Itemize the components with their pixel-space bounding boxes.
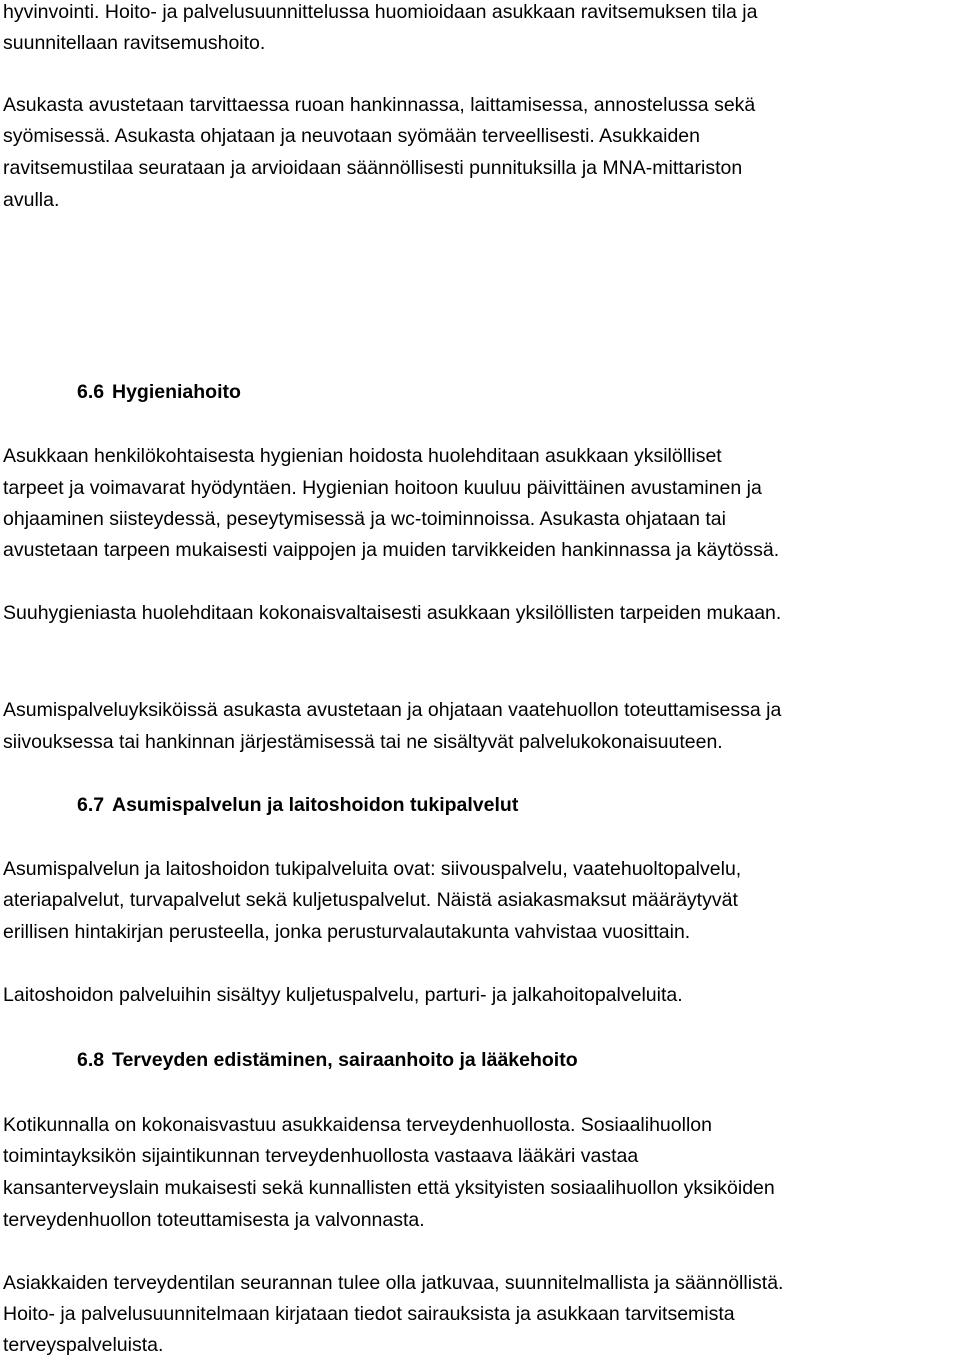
text-line: Laitoshoidon palveluihin sisältyy kuljetuspalvelu, parturi- ja jalkahoitopalveluita. — [3, 984, 683, 1006]
text-line: Asukasta avustetaan tarvittaessa ruoan hankinnassa, laittamisessa, annostelussa sekä — [3, 94, 756, 116]
text-line: ravitsemustilaa seurataan ja arvioidaan säännöllisesti punnituksilla ja MNA-mittariston — [3, 157, 743, 179]
section-heading-6-6 — [0, 380, 960, 404]
text-line: syömisessä. Asukasta ohjataan ja neuvotaan syömään terveellisesti. Asukkaiden — [3, 125, 700, 147]
text-line: siivouksessa tai hankinnan järjestämisessä tai ne sisältyvät palvelukokonaisuuteen. — [3, 731, 723, 753]
text-line: kansanterveyslain mukaisesti sekä kunnallisten että yksityisten sosiaalihuollon yksiköiden — [3, 1177, 775, 1199]
section-number: 6.8 — [77, 1049, 105, 1071]
section-title: Terveyden edistäminen, sairaanhoito ja lääkehoito — [112, 1049, 578, 1071]
text-line: Asumispalvelun ja laitoshoidon tukipalveluita ovat: siivouspalvelu, vaatehuoltopalvelu, — [3, 858, 742, 880]
section-heading-6-7 — [0, 793, 960, 817]
text-line: Hoito- ja palvelusuunnitelmaan kirjataan tiedot sairauksista ja asukkaan tarvitsemista — [3, 1303, 735, 1325]
text-line: avulla. — [3, 189, 60, 211]
text-line: toimintayksikön sijaintikunnan terveydenhuollosta vastaava lääkäri vastaa — [3, 1145, 639, 1167]
text-line: ohjaaminen siisteydessä, peseytymisessä ja wc-toiminnoissa. Asukasta ohjataan tai — [3, 508, 726, 530]
text-line: Suuhygieniasta huolehditaan kokonaisvaltaisesti asukkaan yksilöllisten tarpeiden mukaan. — [3, 602, 782, 624]
text-line: avustetaan tarpeen mukaisesti vaippojen ja muiden tarvikkeiden hankinnassa ja käytössä. — [3, 539, 780, 561]
text-line: Asukkaan henkilökohtaisesta hygienian hoidosta huolehditaan asukkaan yksilölliset — [3, 445, 722, 467]
text-line: Asiakkaiden terveydentilan seurannan tulee olla jatkuvaa, suunnitelmallista ja säännöllistä. — [3, 1272, 784, 1294]
section-title: Hygieniahoito — [112, 381, 241, 403]
text-line: erillisen hintakirjan perusteella, jonka perusturvalautakunta vahvistaa vuosittain. — [3, 921, 691, 943]
text-line: hyvinvointi. Hoito- ja palvelusuunnittelussa huomioidaan asukkaan ravitsemuksen tila ja — [3, 1, 758, 23]
text-line: suunnitellaan ravitsemushoito. — [3, 32, 266, 54]
section-title: Asumispalvelun ja laitoshoidon tukipalvelut — [112, 794, 519, 816]
text-line: terveyspalveluista. — [3, 1334, 164, 1356]
text-line: Kotikunnalla on kokonaisvastuu asukkaidensa terveydenhuollosta. Sosiaalihuollon — [3, 1114, 712, 1136]
section-number: 6.7 — [77, 794, 105, 816]
section-heading-6-8 — [0, 1048, 960, 1072]
text-line: terveydenhuollon toteuttamisesta ja valvonnasta. — [3, 1209, 425, 1231]
text-line: tarpeet ja voimavarat hyödyntäen. Hygienian hoitoon kuuluu päivittäinen avustaminen ja — [3, 477, 762, 499]
section-number: 6.6 — [77, 381, 105, 403]
text-line: ateriapalvelut, turvapalvelut sekä kuljetuspalvelut. Näistä asiakasmaksut määräytyvät — [3, 889, 738, 911]
text-line: Asumispalveluyksiköissä asukasta avustetaan ja ohjataan vaatehuollon toteuttamisessa ja — [3, 699, 782, 721]
